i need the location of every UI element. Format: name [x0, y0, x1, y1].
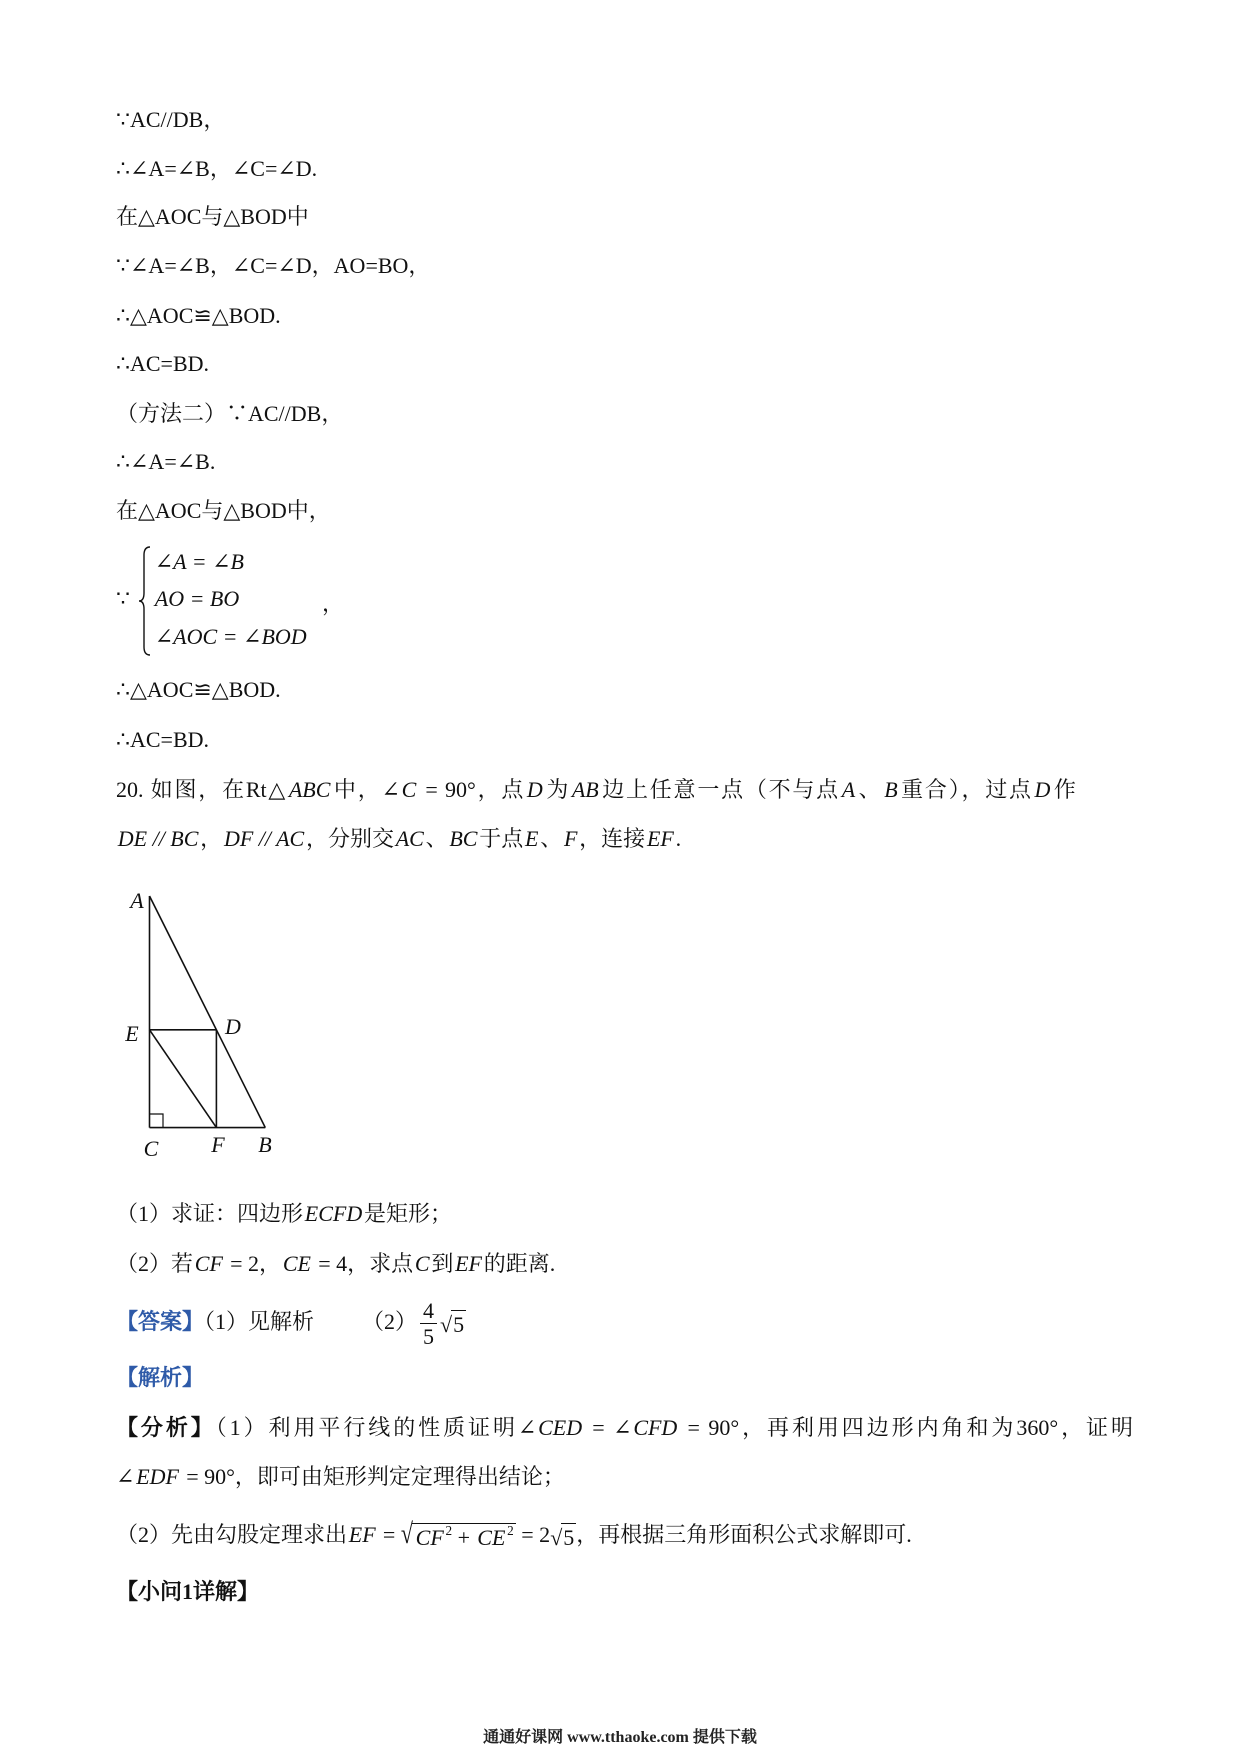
- math-run: C: [401, 777, 417, 802]
- text-run: 中，: [332, 777, 382, 802]
- math-run: B: [884, 777, 898, 802]
- math-run: ECFD: [304, 1201, 363, 1226]
- text-run: = 90°: [418, 777, 476, 802]
- vertex-label-c: C: [143, 1136, 159, 1161]
- text-run: = 4: [312, 1251, 348, 1276]
- math-run: E: [525, 826, 539, 851]
- sqrt-expression: [400, 1516, 516, 1551]
- math-run: AB: [571, 777, 599, 802]
- math-run: CF: [194, 1251, 223, 1276]
- text-run: 于点: [479, 826, 524, 851]
- text-run: 、: [856, 777, 883, 802]
- math-run: EF: [455, 1251, 482, 1276]
- answer-tag: 【答案】: [116, 1308, 205, 1334]
- analysis-tag: 【解析】: [116, 1365, 205, 1390]
- proof-line: ∴AC=BD.: [116, 351, 210, 376]
- system-row: AO = BO: [154, 586, 240, 611]
- answer-sqrt: [440, 1310, 466, 1338]
- math-run: CFD: [633, 1415, 678, 1440]
- math-run: DF // AC: [223, 826, 305, 851]
- left-brace: [138, 545, 152, 657]
- answer-part-2-label: （2）: [362, 1308, 418, 1334]
- vertex-label-b: B: [258, 1132, 272, 1157]
- exponent: 2: [445, 1522, 453, 1538]
- system-trailing-comma: ，: [322, 591, 345, 616]
- text-run: +: [452, 1524, 476, 1550]
- analysis-line-2: [116, 1462, 565, 1492]
- radicand: [412, 1523, 516, 1551]
- text-run: 重合），过点: [899, 777, 1033, 802]
- text-run: 360°: [1016, 1415, 1059, 1440]
- right-angle-mark: [150, 1114, 164, 1128]
- question-1: [116, 1199, 452, 1229]
- text-run: ∠: [381, 777, 400, 802]
- math-run: A: [841, 777, 856, 802]
- answer-line: [116, 1298, 466, 1350]
- vertex-label-a: A: [130, 888, 144, 913]
- page-footer: 通通好课网 www.tthaoke.com 提供下载: [483, 1729, 757, 1746]
- proof-line: ∴∠A=∠B，∠C=∠D.: [116, 156, 318, 181]
- text-run: =: [377, 1522, 401, 1547]
- text-run: ，求点: [347, 1251, 414, 1276]
- text-run: ，再根据三角形面积公式求解即可.: [576, 1522, 912, 1547]
- radical-sign: √: [550, 1524, 563, 1550]
- proof-line: ∴△AOC≌△BOD.: [116, 303, 281, 328]
- text-run: （1）利用平行线的性质证明: [215, 1415, 518, 1440]
- text-run: 、: [540, 826, 563, 851]
- exponent: 2: [507, 1522, 514, 1538]
- proof-line: ∵∠A=∠B，∠C=∠D，AO=BO，: [116, 253, 431, 278]
- text-run: 的距离.: [483, 1251, 556, 1276]
- text-run: （2）若: [116, 1251, 194, 1276]
- segment-ef: [150, 1030, 217, 1128]
- detail-subheading: 【小问1详解】: [116, 1579, 260, 1604]
- question-2: [116, 1249, 555, 1279]
- math-run: AC: [395, 826, 424, 851]
- vertex-label-d: D: [225, 1014, 241, 1039]
- analysis-subtag: 【分析】: [116, 1415, 216, 1440]
- vertex-label-f: F: [211, 1132, 225, 1157]
- text-run: Rt△: [245, 777, 288, 802]
- proof-line: ∴AC=BD.: [116, 727, 210, 752]
- analysis-line-3: [116, 1513, 912, 1557]
- text-run: 作: [1052, 777, 1076, 802]
- hypotenuse-ab: [150, 896, 266, 1128]
- text-run: ，连接: [579, 826, 646, 851]
- problem-20-line-2: [116, 824, 681, 854]
- text-run: = 2，: [224, 1251, 282, 1276]
- math-run: CED: [538, 1415, 583, 1440]
- text-run: 是矩形；: [363, 1201, 452, 1226]
- math-run: EF: [348, 1522, 376, 1547]
- answer-fraction: [420, 1298, 437, 1350]
- because-symbol: ∵: [116, 586, 130, 611]
- text-run: ∠: [116, 1464, 135, 1489]
- triangle-figure: [100, 880, 300, 1170]
- text-run: ，: [200, 826, 223, 851]
- text-run: ∠: [517, 1415, 537, 1440]
- proof-line: 在△AOC与△BOD中: [116, 204, 309, 229]
- math-run: C: [414, 1251, 430, 1276]
- text-run: ，分别交: [305, 826, 394, 851]
- math-run: ABC: [288, 777, 331, 802]
- fraction-numerator: 4: [420, 1298, 437, 1324]
- math-run: CF: [415, 1524, 444, 1550]
- math-run: F: [563, 826, 578, 851]
- text-run: = 90°: [679, 1415, 740, 1440]
- text-run: （1）求证：四边形: [116, 1201, 304, 1226]
- math-run: CE: [282, 1251, 311, 1276]
- text-run: 、: [425, 826, 448, 851]
- text-run: 到: [431, 1251, 454, 1276]
- math-run: EF: [646, 826, 674, 851]
- math-run: BC: [449, 826, 478, 851]
- proof-line: 在△AOC与△BOD中，: [116, 498, 331, 523]
- proof-line: ∴∠A=∠B.: [116, 449, 216, 474]
- text-run: = ∠: [583, 1415, 632, 1440]
- math-run: DE // BC: [117, 826, 199, 851]
- proof-line: ∵AC//DB，: [116, 107, 226, 132]
- text-run: ，证明: [1058, 1415, 1133, 1440]
- system-row: ∠A = ∠B: [154, 549, 244, 574]
- math-run: D: [1034, 777, 1051, 802]
- vertex-label-e: E: [125, 1021, 139, 1046]
- text-run: 边上任意一点（不与点: [600, 777, 840, 802]
- text-run: ，即可由矩形判定定理得出结论；: [234, 1464, 565, 1489]
- radical-sign: √: [440, 1311, 453, 1337]
- system-row: ∠AOC = ∠BOD: [154, 624, 307, 649]
- text-run: .: [675, 826, 682, 851]
- radical-sign: √: [400, 1516, 413, 1550]
- text-run: （2）先由勾股定理求出: [116, 1522, 348, 1547]
- analysis-line-1: [116, 1413, 1133, 1443]
- text-run: = 90°: [180, 1464, 235, 1489]
- proof-line: （方法二）∵AC//DB，: [116, 401, 344, 426]
- text-run: 20. 如图，在: [116, 777, 246, 802]
- radicand: 5: [563, 1524, 575, 1550]
- problem-20-line-1: [116, 775, 1076, 805]
- math-run: EDF: [136, 1464, 179, 1489]
- sqrt-expression: [550, 1523, 576, 1551]
- radicand: 5: [453, 1311, 465, 1337]
- math-run: CE: [477, 1524, 506, 1550]
- text-run: ，点: [475, 777, 526, 802]
- text-run: 为: [544, 777, 571, 802]
- text-run: ，再利用四边形内角和为: [739, 1415, 1017, 1440]
- text-run: = 2: [515, 1522, 551, 1547]
- proof-line: ∴△AOC≌△BOD.: [116, 677, 281, 702]
- fraction-denominator: 5: [423, 1324, 435, 1350]
- answer-part-1: （1）见解析: [204, 1308, 315, 1334]
- math-run: D: [526, 777, 543, 802]
